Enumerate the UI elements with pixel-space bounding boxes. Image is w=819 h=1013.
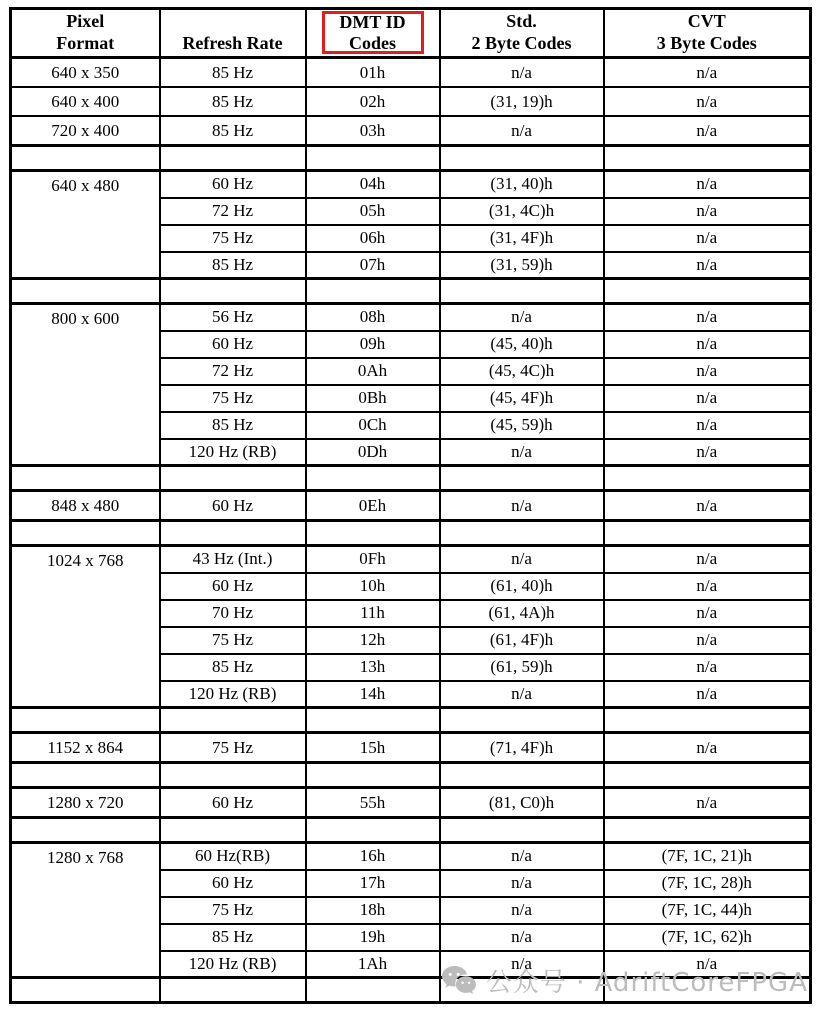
table-row (11, 87, 811, 116)
dmt-id-cell: 05h (306, 198, 440, 225)
spacer-cell (604, 978, 811, 1003)
cvt-3byte-cell: n/a (604, 252, 811, 279)
spacer-row (11, 978, 811, 1003)
spacer-cell (306, 146, 440, 171)
dmt-id-cell: 03h (306, 116, 440, 146)
spacer-row (11, 708, 811, 733)
pixel-format-cell: 720 x 400 (11, 116, 160, 146)
header-row (11, 9, 811, 58)
std-2byte-cell: (45, 4F)h (440, 385, 604, 412)
spacer-cell (604, 466, 811, 491)
cvt-3byte-cell: n/a (604, 573, 811, 600)
spacer-cell (160, 708, 306, 733)
std-2byte-cell: (61, 59)h (440, 654, 604, 681)
spacer-cell (306, 763, 440, 788)
dmt-id-cell: 13h (306, 654, 440, 681)
refresh-rate-cell: 120 Hz (RB) (160, 439, 306, 466)
cvt-3byte-cell: n/a (604, 358, 811, 385)
std-2byte-cell: (45, 40)h (440, 331, 604, 358)
refresh-rate-cell: 60 Hz (160, 870, 306, 897)
refresh-rate-cell: 60 Hz (160, 491, 306, 521)
header-refresh-rate (160, 9, 306, 58)
cvt-3byte-cell: n/a (604, 225, 811, 252)
pixel-format-cell: 640 x 480 (11, 171, 160, 279)
header-line: CVT (687, 11, 726, 31)
dmt-id-cell: 19h (306, 924, 440, 951)
spacer-cell (604, 708, 811, 733)
dmt-id-cell: 08h (306, 304, 440, 331)
pixel-format-cell: 1280 x 720 (11, 788, 160, 818)
std-2byte-cell: n/a (440, 897, 604, 924)
spacer-cell (160, 818, 306, 843)
spacer-row (11, 146, 811, 171)
cvt-3byte-cell: n/a (604, 331, 811, 358)
cvt-3byte-cell: (7F, 1C, 21)h (604, 843, 811, 870)
std-2byte-cell: n/a (440, 951, 604, 978)
refresh-rate-cell: 43 Hz (Int.) (160, 546, 306, 573)
refresh-rate-cell: 60 Hz(RB) (160, 843, 306, 870)
spacer-cell (440, 466, 604, 491)
spacer-cell (11, 466, 160, 491)
header-line: Codes (348, 32, 396, 53)
table-row (11, 116, 811, 146)
refresh-rate-cell: 60 Hz (160, 331, 306, 358)
spacer-row (11, 818, 811, 843)
refresh-rate-cell: 60 Hz (160, 788, 306, 818)
table-row (11, 733, 811, 763)
dmt-id-cell: 15h (306, 733, 440, 763)
cvt-3byte-cell: n/a (604, 627, 811, 654)
pixel-format-cell: 640 x 400 (11, 87, 160, 116)
pixel-format-cell: 848 x 480 (11, 491, 160, 521)
cvt-3byte-cell: n/a (604, 412, 811, 439)
refresh-rate-cell: 85 Hz (160, 87, 306, 116)
refresh-rate-cell: 120 Hz (RB) (160, 951, 306, 978)
header-dmt-id-codes (306, 9, 440, 58)
cvt-3byte-cell: n/a (604, 681, 811, 708)
spacer-cell (604, 763, 811, 788)
spacer-cell (160, 466, 306, 491)
dmt-id-cell: 16h (306, 843, 440, 870)
spacer-cell (604, 521, 811, 546)
spacer-cell (306, 466, 440, 491)
pixel-format-cell: 1152 x 864 (11, 733, 160, 763)
spacer-row (11, 521, 811, 546)
dmt-id-cell: 04h (306, 171, 440, 198)
std-2byte-cell: (31, 40)h (440, 171, 604, 198)
spacer-cell (440, 763, 604, 788)
spacer-cell (306, 818, 440, 843)
refresh-rate-cell: 75 Hz (160, 627, 306, 654)
spacer-cell (160, 279, 306, 304)
dmt-id-cell: 01h (306, 58, 440, 88)
spacer-row (11, 763, 811, 788)
spacer-cell (306, 708, 440, 733)
std-2byte-cell: n/a (440, 681, 604, 708)
refresh-rate-cell: 85 Hz (160, 58, 306, 88)
std-2byte-cell: (31, 59)h (440, 252, 604, 279)
dmt-id-cell: 07h (306, 252, 440, 279)
refresh-rate-cell: 72 Hz (160, 358, 306, 385)
spacer-cell (11, 978, 160, 1003)
spacer-cell (440, 279, 604, 304)
spacer-cell (440, 708, 604, 733)
table-row (11, 491, 811, 521)
std-2byte-cell: n/a (440, 924, 604, 951)
dmt-id-cell: 0Bh (306, 385, 440, 412)
cvt-3byte-cell: n/a (604, 788, 811, 818)
pixel-format-cell: 1024 x 768 (11, 546, 160, 708)
spacer-cell (306, 521, 440, 546)
dmt-id-cell: 55h (306, 788, 440, 818)
table-row (11, 843, 811, 870)
header-cvt-3-byte-codes (604, 9, 811, 58)
spacer-row (11, 279, 811, 304)
spacer-cell (160, 521, 306, 546)
header-line: Format (56, 33, 115, 53)
dmt-id-cell: 06h (306, 225, 440, 252)
table-row (11, 546, 811, 573)
pixel-format-cell: 1280 x 768 (11, 843, 160, 978)
refresh-rate-cell: 75 Hz (160, 897, 306, 924)
cvt-3byte-cell: n/a (604, 733, 811, 763)
spacer-cell (160, 146, 306, 171)
spacer-cell (11, 279, 160, 304)
refresh-rate-cell: 85 Hz (160, 116, 306, 146)
dmt-id-cell: 17h (306, 870, 440, 897)
dmt-id-cell: 12h (306, 627, 440, 654)
table-body (11, 58, 811, 1003)
table-row (11, 304, 811, 331)
cvt-3byte-cell: n/a (604, 304, 811, 331)
std-2byte-cell: (31, 4F)h (440, 225, 604, 252)
cvt-3byte-cell: n/a (604, 439, 811, 466)
spacer-cell (160, 763, 306, 788)
refresh-rate-cell: 60 Hz (160, 573, 306, 600)
header-line: Pixel (66, 11, 105, 31)
pixel-format-cell: 640 x 350 (11, 58, 160, 88)
spacer-cell (11, 708, 160, 733)
dmt-id-cell: 0Ah (306, 358, 440, 385)
table-row (11, 171, 811, 198)
spacer-cell (440, 146, 604, 171)
std-2byte-cell: (61, 4A)h (440, 600, 604, 627)
std-2byte-cell: n/a (440, 843, 604, 870)
header-line: Std. (506, 11, 537, 31)
cvt-3byte-cell: (7F, 1C, 44)h (604, 897, 811, 924)
dmt-id-cell: 09h (306, 331, 440, 358)
cvt-3byte-cell: n/a (604, 58, 811, 88)
std-2byte-cell: n/a (440, 546, 604, 573)
spacer-cell (11, 763, 160, 788)
dmt-id-cell: 14h (306, 681, 440, 708)
std-2byte-cell: (61, 4F)h (440, 627, 604, 654)
dmt-id-cell: 02h (306, 87, 440, 116)
dmt-id-codes-table (9, 7, 812, 1004)
dmt-id-cell: 10h (306, 573, 440, 600)
std-2byte-cell: n/a (440, 491, 604, 521)
std-2byte-cell: n/a (440, 304, 604, 331)
std-2byte-cell: (31, 4C)h (440, 198, 604, 225)
watermark-text: 公众号 · AdriftCoreFPGA (485, 967, 808, 998)
table-row (11, 58, 811, 88)
refresh-rate-cell: 75 Hz (160, 733, 306, 763)
spacer-cell (11, 521, 160, 546)
refresh-rate-cell: 85 Hz (160, 654, 306, 681)
dmt-id-cell: 0Dh (306, 439, 440, 466)
refresh-rate-cell: 120 Hz (RB) (160, 681, 306, 708)
dmt-id-highlight-box (322, 11, 424, 54)
cvt-3byte-cell: n/a (604, 116, 811, 146)
std-2byte-cell: n/a (440, 116, 604, 146)
header-line: Refresh Rate (182, 33, 283, 53)
spacer-cell (160, 978, 306, 1003)
refresh-rate-cell: 85 Hz (160, 252, 306, 279)
spacer-cell (11, 146, 160, 171)
cvt-3byte-cell: n/a (604, 385, 811, 412)
std-2byte-cell: (31, 19)h (440, 87, 604, 116)
dmt-id-cell: 0Eh (306, 491, 440, 521)
cvt-3byte-cell: n/a (604, 951, 811, 978)
dmt-id-cell: 0Ch (306, 412, 440, 439)
cvt-3byte-cell: n/a (604, 87, 811, 116)
header-std-2-byte-codes (440, 9, 604, 58)
spacer-row (11, 466, 811, 491)
cvt-3byte-cell: n/a (604, 491, 811, 521)
header-pixel-format (11, 9, 160, 58)
spacer-cell (604, 279, 811, 304)
cvt-3byte-cell: (7F, 1C, 62)h (604, 924, 811, 951)
std-2byte-cell: (81, C0)h (440, 788, 604, 818)
spacer-cell (440, 978, 604, 1003)
spacer-cell (306, 279, 440, 304)
std-2byte-cell: (61, 40)h (440, 573, 604, 600)
dmt-id-cell: 0Fh (306, 546, 440, 573)
refresh-rate-cell: 60 Hz (160, 171, 306, 198)
dmt-id-cell: 1Ah (306, 951, 440, 978)
cvt-3byte-cell: n/a (604, 198, 811, 225)
table-row (11, 788, 811, 818)
header-line: 2 Byte Codes (471, 33, 572, 53)
refresh-rate-cell: 85 Hz (160, 412, 306, 439)
refresh-rate-cell: 75 Hz (160, 225, 306, 252)
dmt-id-cell: 11h (306, 600, 440, 627)
cvt-3byte-cell: n/a (604, 546, 811, 573)
std-2byte-cell: n/a (440, 870, 604, 897)
refresh-rate-cell: 75 Hz (160, 385, 306, 412)
header-line: 3 Byte Codes (656, 33, 757, 53)
cvt-3byte-cell: n/a (604, 600, 811, 627)
refresh-rate-cell: 85 Hz (160, 924, 306, 951)
spacer-cell (604, 146, 811, 171)
spacer-cell (11, 818, 160, 843)
std-2byte-cell: (45, 59)h (440, 412, 604, 439)
pixel-format-cell: 800 x 600 (11, 304, 160, 466)
spacer-cell (440, 521, 604, 546)
std-2byte-cell: n/a (440, 439, 604, 466)
cvt-3byte-cell: n/a (604, 654, 811, 681)
header-line: DMT ID (339, 11, 406, 32)
refresh-rate-cell: 56 Hz (160, 304, 306, 331)
cvt-3byte-cell: n/a (604, 171, 811, 198)
std-2byte-cell: (45, 4C)h (440, 358, 604, 385)
std-2byte-cell: (71, 4F)h (440, 733, 604, 763)
cvt-3byte-cell: (7F, 1C, 28)h (604, 870, 811, 897)
refresh-rate-cell: 72 Hz (160, 198, 306, 225)
dmt-id-cell: 18h (306, 897, 440, 924)
std-2byte-cell: n/a (440, 58, 604, 88)
spacer-cell (604, 818, 811, 843)
refresh-rate-cell: 70 Hz (160, 600, 306, 627)
spacer-cell (306, 978, 440, 1003)
spacer-cell (440, 818, 604, 843)
